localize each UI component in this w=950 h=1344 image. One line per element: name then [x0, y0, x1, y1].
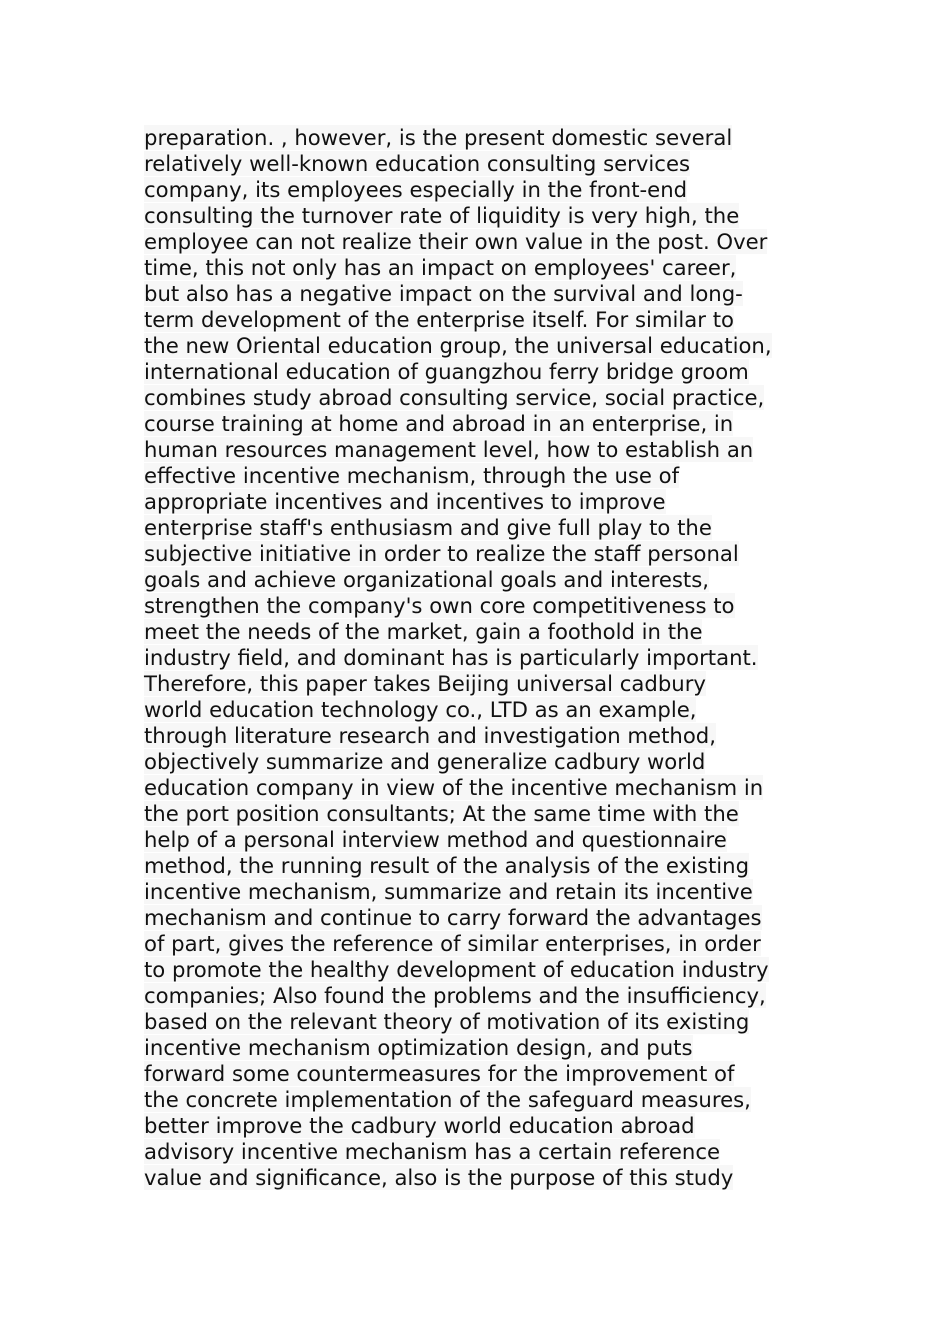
text-line: companies; Also found the problems and the insufficiency,	[144, 983, 766, 1008]
text-line: term development of the enterprise itself. For similar to	[144, 307, 735, 332]
text-line: advisory incentive mechanism has a certain reference	[144, 1139, 721, 1164]
text-line: relatively well-known education consulting services	[144, 151, 691, 176]
text-line: appropriate incentives and incentives to improve	[144, 489, 666, 514]
text-line: preparation. , however, is the present domestic several	[144, 125, 733, 150]
body-text	[144, 125, 824, 1191]
text-line: meet the needs of the market, gain a foothold in the	[144, 619, 703, 644]
text-line: through literature research and investigation method,	[144, 723, 716, 748]
text-line: Therefore, this paper takes Beijing universal cadbury	[144, 671, 706, 696]
text-line: value and significance, also is the purpose of this study	[144, 1165, 734, 1190]
text-line: strengthen the company's own core competitiveness to	[144, 593, 735, 618]
text-line: incentive mechanism optimization design, and puts	[144, 1035, 693, 1060]
text-line: course training at home and abroad in an enterprise, in	[144, 411, 734, 436]
text-line: but also has a negative impact on the survival and long-	[144, 281, 743, 306]
text-line: of part, gives the reference of similar enterprises, in order	[144, 931, 761, 956]
text-line: to promote the healthy development of education industry	[144, 957, 769, 982]
text-line: method, the running result of the analysis of the existing	[144, 853, 750, 878]
text-line: forward some countermeasures for the improvement of	[144, 1061, 735, 1086]
text-line: world education technology co., LTD as an example,	[144, 697, 697, 722]
text-line: combines study abroad consulting service, social practice,	[144, 385, 765, 410]
text-line: company, its employees especially in the front-end	[144, 177, 688, 202]
text-line: the port position consultants; At the same time with the	[144, 801, 739, 826]
text-line: consulting the turnover rate of liquidity is very high, the	[144, 203, 740, 228]
text-line: time, this not only has an impact on employees' career,	[144, 255, 737, 280]
text-line: mechanism and continue to carry forward the advantages	[144, 905, 762, 930]
text-line: enterprise staff's enthusiasm and give full play to the	[144, 515, 712, 540]
text-line: goals and achieve organizational goals and interests,	[144, 567, 709, 592]
text-line: better improve the cadbury world education abroad	[144, 1113, 695, 1138]
text-line: industry field, and dominant has is particularly important.	[144, 645, 758, 670]
text-line: the new Oriental education group, the universal education,	[144, 333, 772, 358]
text-line: effective incentive mechanism, through the use of	[144, 463, 680, 488]
text-line: based on the relevant theory of motivation of its existing	[144, 1009, 750, 1034]
text-line: the concrete implementation of the safeguard measures,	[144, 1087, 751, 1112]
text-line: objectively summarize and generalize cadbury world	[144, 749, 706, 774]
text-line: employee can not realize their own value in the post. Over	[144, 229, 768, 254]
text-line: subjective initiative in order to realize the staff personal	[144, 541, 739, 566]
text-line: help of a personal interview method and questionnaire	[144, 827, 727, 852]
text-line: human resources management level, how to establish an	[144, 437, 754, 462]
text-line: international education of guangzhou ferry bridge groom	[144, 359, 749, 384]
text-line: education company in view of the incentive mechanism in	[144, 775, 764, 800]
text-line: incentive mechanism, summarize and retain its incentive	[144, 879, 753, 904]
